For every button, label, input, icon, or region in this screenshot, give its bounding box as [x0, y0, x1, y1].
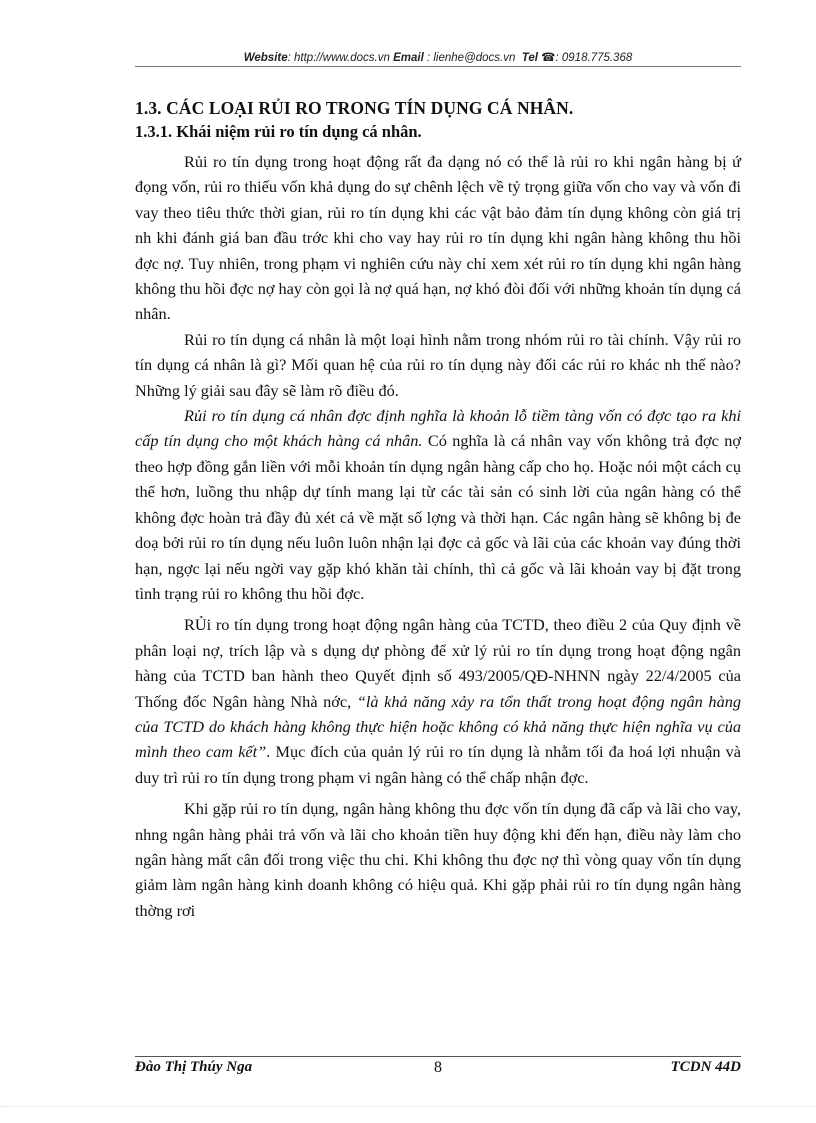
header-rule [135, 66, 741, 67]
paragraph-5: Khi gặp rủi ro tín dụng, ngân hàng không thu đợc vốn tín dụng đã cấp và lãi cho vay, nhng ngân hàng phải trả vốn và lãi cho khoản tiền huy động khi đến hạn, điều này làm cho ngân hàng mất cân đối trong việc thu chi. Khi không thu đợc nợ thì vòng quay vốn tín dụng giảm làm ngân hàng kinh doanh không có hiệu quả. Khi gặp phải rủi ro tín dụng ngân hàng thờng rơi [135, 799, 741, 920]
paragraph-4-end: . Mục đích của quản lý rủi ro tín dụng là nhằm tối đa hoá lợi nhuận và duy trì rủi ro tín dụng trong phạm vi ngân hàng có thể chấp nhận đợc. [135, 742, 741, 787]
website-label: Website [243, 52, 288, 64]
page-footer [135, 1059, 741, 1081]
tel-label: Tel [521, 52, 538, 64]
phone-icon: ☎ [541, 52, 556, 64]
subsection-title: 1.3.1. Khái niệm rủi ro tín dụng cá nhân. [135, 122, 422, 141]
paragraph-3 [135, 403, 741, 606]
page-number: 8 [434, 1059, 442, 1076]
paragraph-3-rest: Có nghĩa là cá nhân vay vốn không trả đợc nợ theo hợp đồng gắn liền với mỗi khoản tín dụng ngân hàng cấp cho họ. Hoặc nói một cách cụ thể hơn, luồng thu nhập dự tính mang lại từ các tài sản có sinh lời của ngân hàng có thể không đợc hoàn trả đầy đủ xét cả về mặt số lợng và thời hạn. Các ngân hàng sẽ không bị đe doạ bởi rủi ro tín dụng nếu luôn luôn nhận lại đợc cả gốc và lãi của các khoản vay đúng thời hạn, ngợc lại nếu ngời vay gặp khó khăn tài chính, thì cả gốc và lãi khoản vay bị đặt trong tình trạng rủi ro không thu hồi đợc. [135, 431, 742, 603]
definition-italic: Rủi ro tín dụng cá nhân đợc định nghĩa là khoản lỗ tiềm tàng vốn có đợc tạo ra khi cấp tín dụng cho một khách hàng cá nhân. [135, 406, 741, 451]
email-label: Email [393, 52, 424, 64]
page-header [135, 50, 741, 64]
page-body [135, 96, 741, 923]
section-title: 1.3. CÁC LOẠI RỦI RO TRONG TÍN DỤNG CÁ NHÂN. [135, 98, 574, 118]
footer-class: TCDN 44D [670, 1059, 741, 1075]
website-value: : http://www.docs.vn [287, 52, 390, 64]
page-bottom-edge [0, 1106, 816, 1107]
footer-rule [135, 1056, 741, 1057]
paragraph-1: Rủi ro tín dụng trong hoạt động rất đa dạng nó có thể là rủi ro khi ngân hàng bị ứ đọng vốn, rủi ro thiếu vốn khả dụng do sự chênh lệch về tỷ trọng giữa vốn cho vay và vốn đi vay theo tiêu thức thời gian, rủi ro tín dụng khi các vật bảo đảm tín dụng không còn giá trị nh khi đánh giá ban đầu trớc khi cho vay hay rủi ro tín dụng khi ngân hàng không thu hồi đợc nợ. Tuy nhiên, trong phạm vi nghiên cứu này chỉ xem xét rủi ro tín dụng khi ngân hàng không thu hồi đợc nợ hay còn gọi là nợ quá hạn, nợ khó đòi đối với những khoản tín dụng cá nhân. [135, 152, 741, 324]
paragraph-2: Rủi ro tín dụng cá nhân là một loại hình nằm trong nhóm rủi ro tài chính. Vậy rủi ro tín dụng cá nhân là gì? Mối quan hệ của rủi ro tín dụng này đối các rủi ro khác nh thế nào? Những lý giải sau đây sẽ làm rõ điều đó. [135, 329, 741, 400]
paragraph-4-start: RỦi ro tín dụng trong hoạt động ngân hàng của TCTD, theo điều 2 của Quy định về phân loại nợ, trích lập và s dụng dự phòng để xử lý rủi ro tín dụng trong hoạt động ngân hàng của TCTD ban hành theo Quyết định số 493/2005/QĐ-NHNN ngày 22/4/2005 của Thống đốc Ngân hàng Nhà nớc, [135, 615, 741, 711]
tel-value: : 0918.775.368 [555, 52, 633, 64]
quoted-definition: “là khả năng xảy ra tổn thất trong hoạt động ngân hàng của TCTD do khách hàng không thực hiện hoặc không có khả năng thực hiện nghĩa vụ của mình theo cam kết” [135, 691, 741, 762]
paragraph-4 [135, 612, 741, 790]
email-value: : lienhe@docs.vn [426, 52, 516, 64]
footer-author: Đào Thị Thúy Nga [135, 1059, 253, 1075]
